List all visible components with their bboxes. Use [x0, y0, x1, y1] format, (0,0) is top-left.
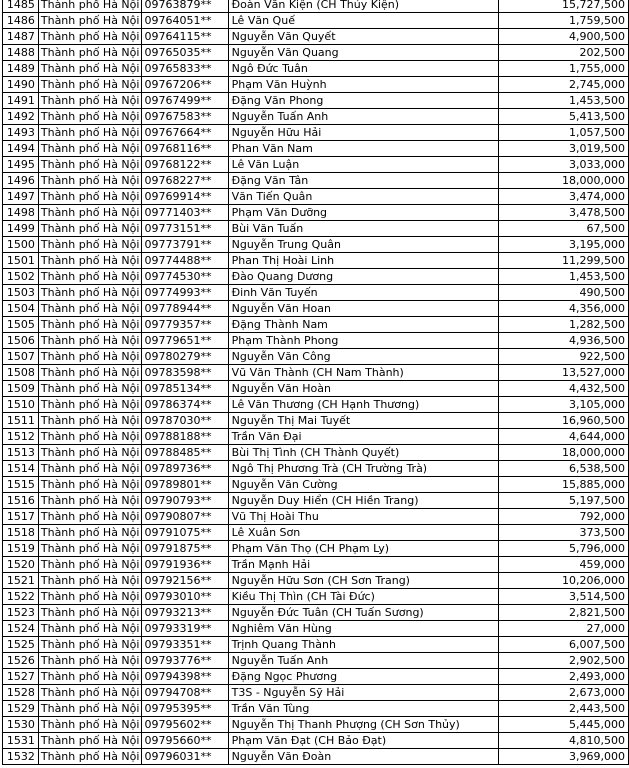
amount-cell[interactable]: 3,969,000 — [498, 749, 628, 765]
row-number-cell[interactable]: 1502 — [3, 269, 39, 285]
amount-cell[interactable]: 2,443,500 — [498, 701, 628, 717]
table-row — [3, 301, 629, 317]
amount-cell[interactable]: 67,500 — [498, 221, 628, 237]
phone-cell[interactable]: 09795602** — [142, 717, 228, 733]
table-row — [3, 429, 629, 445]
row-number-cell[interactable]: 1525 — [3, 637, 39, 653]
row-number-cell[interactable]: 1499 — [3, 221, 39, 237]
phone-cell[interactable]: 09795395** — [142, 701, 228, 717]
amount-cell[interactable]: 5,796,000 — [498, 541, 628, 557]
amount-cell[interactable]: 3,105,000 — [498, 397, 628, 413]
phone-cell[interactable]: 09796031** — [142, 749, 228, 765]
table-row — [3, 445, 629, 461]
customer-name-cell[interactable]: Lê Văn Thương (CH Hạnh Thương) — [228, 397, 498, 413]
table-row — [3, 541, 629, 557]
table-row — [3, 573, 629, 589]
city-cell[interactable]: Thành phố Hà Nội — [38, 77, 142, 93]
row-number-cell[interactable]: 1527 — [3, 669, 39, 685]
table-row — [3, 477, 629, 493]
amount-cell[interactable]: 5,197,500 — [498, 493, 628, 509]
customer-name-cell[interactable]: Trịnh Quang Thành — [228, 637, 498, 653]
phone-cell[interactable]: 09793776** — [142, 653, 228, 669]
customer-name-cell[interactable]: Trần Mạnh Hải — [228, 557, 498, 573]
table-row — [3, 653, 629, 669]
data-table — [2, 0, 629, 765]
table-row — [3, 13, 629, 29]
phone-cell[interactable]: 09789801** — [142, 477, 228, 493]
city-cell[interactable]: Thành phố Hà Nội — [38, 573, 142, 589]
phone-cell[interactable]: 09778944** — [142, 301, 228, 317]
amount-cell[interactable]: 27,000 — [498, 621, 628, 637]
phone-cell[interactable]: 09783598** — [142, 365, 228, 381]
table-row — [3, 381, 629, 397]
table-row — [3, 717, 629, 733]
row-number-cell[interactable]: 1500 — [3, 237, 39, 253]
table-row — [3, 317, 629, 333]
customer-name-cell[interactable]: Nguyễn Đức Tuân (CH Tuấn Sương) — [228, 605, 498, 621]
row-number-cell[interactable]: 1508 — [3, 365, 39, 381]
phone-cell[interactable]: 09789736** — [142, 461, 228, 477]
phone-cell[interactable]: 09787030** — [142, 413, 228, 429]
customer-name-cell[interactable]: Nguyễn Văn Cường — [228, 477, 498, 493]
amount-cell[interactable]: 2,673,000 — [498, 685, 628, 701]
amount-cell[interactable]: 4,900,500 — [498, 29, 628, 45]
row-number-cell[interactable]: 1509 — [3, 381, 39, 397]
customer-name-cell[interactable]: Lê Xuân Sơn — [228, 525, 498, 541]
table-row — [3, 253, 629, 269]
amount-cell[interactable]: 1,453,500 — [498, 269, 628, 285]
customer-name-cell[interactable]: Vũ Thị Hoài Thu — [228, 509, 498, 525]
amount-cell[interactable]: 15,885,000 — [498, 477, 628, 493]
amount-cell[interactable]: 3,033,000 — [498, 157, 628, 173]
city-cell[interactable]: Thành phố Hà Nội — [38, 189, 142, 205]
city-cell[interactable]: Thành phố Hà Nội — [38, 365, 142, 381]
row-number-cell[interactable]: 1489 — [3, 61, 39, 77]
city-cell[interactable]: Thành phố Hà Nội — [38, 717, 142, 733]
city-cell[interactable]: Thành phố Hà Nội — [38, 477, 142, 493]
phone-cell[interactable]: 09788188** — [142, 429, 228, 445]
phone-cell[interactable]: 09791875** — [142, 541, 228, 557]
city-cell[interactable]: Thành phố Hà Nội — [38, 301, 142, 317]
row-number-cell[interactable]: 1487 — [3, 29, 39, 45]
row-number-cell[interactable]: 1504 — [3, 301, 39, 317]
amount-cell[interactable]: 5,413,500 — [498, 109, 628, 125]
table-row — [3, 461, 629, 477]
customer-name-cell[interactable]: Lê Văn Luận — [228, 157, 498, 173]
city-cell[interactable]: Thành phố Hà Nội — [38, 605, 142, 621]
customer-name-cell[interactable]: Nguyễn Hữu Hải — [228, 125, 498, 141]
customer-name-cell[interactable]: Ngô Thị Phương Trà (CH Trường Trà) — [228, 461, 498, 477]
city-cell[interactable]: Thành phố Hà Nội — [38, 461, 142, 477]
table-row — [3, 349, 629, 365]
phone-cell[interactable]: 09763879** — [142, 0, 228, 13]
table-row — [3, 125, 629, 141]
city-cell[interactable]: Thành phố Hà Nội — [38, 621, 142, 637]
city-cell[interactable]: Thành phố Hà Nội — [38, 61, 142, 77]
row-number-cell[interactable]: 1528 — [3, 685, 39, 701]
row-number-cell[interactable]: 1530 — [3, 717, 39, 733]
phone-cell[interactable]: 09793319** — [142, 621, 228, 637]
phone-cell[interactable]: 09790807** — [142, 509, 228, 525]
row-number-cell[interactable]: 1501 — [3, 253, 39, 269]
table-row — [3, 733, 629, 749]
phone-cell[interactable]: 09765833** — [142, 61, 228, 77]
customer-name-cell[interactable]: Đoàn Văn Kiện (CH Thủy Kiện) — [228, 0, 498, 13]
row-number-cell[interactable]: 1511 — [3, 413, 39, 429]
amount-cell[interactable]: 4,810,500 — [498, 733, 628, 749]
city-cell[interactable]: Thành phố Hà Nội — [38, 269, 142, 285]
customer-name-cell[interactable]: Phạm Văn Huỳnh — [228, 77, 498, 93]
city-cell[interactable]: Thành phố Hà Nội — [38, 429, 142, 445]
phone-cell[interactable]: 09764051** — [142, 13, 228, 29]
amount-cell[interactable]: 11,299,500 — [498, 253, 628, 269]
phone-cell[interactable]: 09793010** — [142, 589, 228, 605]
phone-cell[interactable]: 09767499** — [142, 93, 228, 109]
city-cell[interactable]: Thành phố Hà Nội — [38, 141, 142, 157]
table-row — [3, 93, 629, 109]
row-number-cell[interactable]: 1523 — [3, 605, 39, 621]
amount-cell[interactable]: 18,000,000 — [498, 173, 628, 189]
phone-cell[interactable]: 09794708** — [142, 685, 228, 701]
amount-cell[interactable]: 1,057,500 — [498, 125, 628, 141]
table-row — [3, 509, 629, 525]
table-row — [3, 0, 629, 13]
amount-cell[interactable]: 10,206,000 — [498, 573, 628, 589]
city-cell[interactable]: Thành phố Hà Nội — [38, 285, 142, 301]
amount-cell[interactable]: 459,000 — [498, 557, 628, 573]
amount-cell[interactable]: 4,644,000 — [498, 429, 628, 445]
table-row — [3, 141, 629, 157]
table-row — [3, 61, 629, 77]
city-cell[interactable]: Thành phố Hà Nội — [38, 317, 142, 333]
amount-cell[interactable]: 2,745,000 — [498, 77, 628, 93]
phone-cell[interactable]: 09768122** — [142, 157, 228, 173]
city-cell[interactable]: Thành phố Hà Nội — [38, 685, 142, 701]
amount-cell[interactable]: 1,453,500 — [498, 93, 628, 109]
phone-cell[interactable]: 09771403** — [142, 205, 228, 221]
customer-name-cell[interactable]: Ngô Đức Tuân — [228, 61, 498, 77]
phone-cell[interactable]: 09794398** — [142, 669, 228, 685]
customer-name-cell[interactable]: Phạm Thành Phong — [228, 333, 498, 349]
row-number-cell[interactable]: 1505 — [3, 317, 39, 333]
phone-cell[interactable]: 09788485** — [142, 445, 228, 461]
amount-cell[interactable]: 6,538,500 — [498, 461, 628, 477]
city-cell[interactable]: Thành phố Hà Nội — [38, 541, 142, 557]
table-row — [3, 749, 629, 765]
customer-name-cell[interactable]: Phan Thị Hoài Linh — [228, 253, 498, 269]
customer-name-cell[interactable]: Nguyễn Duy Hiển (CH Hiền Trang) — [228, 493, 498, 509]
amount-cell[interactable]: 373,500 — [498, 525, 628, 541]
city-cell[interactable]: Thành phố Hà Nội — [38, 0, 142, 13]
customer-name-cell[interactable]: Nguyễn Thị Thanh Phượng (CH Sơn Thủy) — [228, 717, 498, 733]
phone-cell[interactable]: 09773151** — [142, 221, 228, 237]
customer-name-cell[interactable]: T3S - Nguyễn Sỹ Hải — [228, 685, 498, 701]
city-cell[interactable]: Thành phố Hà Nội — [38, 173, 142, 189]
customer-name-cell[interactable]: Đào Quang Dương — [228, 269, 498, 285]
city-cell[interactable]: Thành phố Hà Nội — [38, 13, 142, 29]
row-number-cell[interactable]: 1507 — [3, 349, 39, 365]
city-cell[interactable]: Thành phố Hà Nội — [38, 493, 142, 509]
table-body — [3, 0, 629, 765]
customer-name-cell[interactable]: Đinh Văn Tuyến — [228, 285, 498, 301]
row-number-cell[interactable]: 1512 — [3, 429, 39, 445]
customer-name-cell[interactable]: Vũ Văn Thành (CH Nam Thành) — [228, 365, 498, 381]
phone-cell[interactable]: 09780279** — [142, 349, 228, 365]
customer-name-cell[interactable]: Nguyễn Văn Quyết — [228, 29, 498, 45]
row-number-cell[interactable]: 1496 — [3, 173, 39, 189]
customer-name-cell[interactable]: Trần Văn Tùng — [228, 701, 498, 717]
customer-name-cell[interactable]: Bùi Thị Tình (CH Thành Quyết) — [228, 445, 498, 461]
table-row — [3, 637, 629, 653]
city-cell[interactable]: Thành phố Hà Nội — [38, 109, 142, 125]
table-row — [3, 285, 629, 301]
row-number-cell[interactable]: 1529 — [3, 701, 39, 717]
table-row — [3, 397, 629, 413]
amount-cell[interactable]: 2,902,500 — [498, 653, 628, 669]
table-row — [3, 205, 629, 221]
phone-cell[interactable]: 09785134** — [142, 381, 228, 397]
customer-name-cell[interactable]: Văn Tiến Quân — [228, 189, 498, 205]
city-cell[interactable]: Thành phố Hà Nội — [38, 733, 142, 749]
row-number-cell[interactable]: 1486 — [3, 13, 39, 29]
table-row — [3, 29, 629, 45]
phone-cell[interactable]: 09792156** — [142, 573, 228, 589]
customer-name-cell[interactable]: Nguyễn Văn Đoàn — [228, 749, 498, 765]
phone-cell[interactable]: 09791936** — [142, 557, 228, 573]
phone-cell[interactable]: 09779651** — [142, 333, 228, 349]
amount-cell[interactable]: 13,527,000 — [498, 365, 628, 381]
table-row — [3, 669, 629, 685]
city-cell[interactable]: Thành phố Hà Nội — [38, 669, 142, 685]
amount-cell[interactable]: 16,960,500 — [498, 413, 628, 429]
phone-cell[interactable]: 09791075** — [142, 525, 228, 541]
row-number-cell[interactable]: 1531 — [3, 733, 39, 749]
city-cell[interactable]: Thành phố Hà Nội — [38, 509, 142, 525]
amount-cell[interactable]: 5,445,000 — [498, 717, 628, 733]
city-cell[interactable]: Thành phố Hà Nội — [38, 413, 142, 429]
phone-cell[interactable]: 09790793** — [142, 493, 228, 509]
table-row — [3, 157, 629, 173]
customer-name-cell[interactable]: Nguyễn Văn Công — [228, 349, 498, 365]
city-cell[interactable]: Thành phố Hà Nội — [38, 157, 142, 173]
customer-name-cell[interactable]: Nghiêm Văn Hùng — [228, 621, 498, 637]
row-number-cell[interactable]: 1519 — [3, 541, 39, 557]
phone-cell[interactable]: 09779357** — [142, 317, 228, 333]
row-number-cell[interactable]: 1490 — [3, 77, 39, 93]
row-number-cell[interactable]: 1495 — [3, 157, 39, 173]
row-number-cell[interactable]: 1492 — [3, 109, 39, 125]
city-cell[interactable]: Thành phố Hà Nội — [38, 349, 142, 365]
phone-cell[interactable]: 09793351** — [142, 637, 228, 653]
phone-cell[interactable]: 09764115** — [142, 29, 228, 45]
row-number-cell[interactable]: 1494 — [3, 141, 39, 157]
customer-name-cell[interactable]: Nguyễn Tuấn Anh — [228, 653, 498, 669]
row-number-cell[interactable]: 1488 — [3, 45, 39, 61]
amount-cell[interactable]: 4,936,500 — [498, 333, 628, 349]
amount-cell[interactable]: 922,500 — [498, 349, 628, 365]
customer-name-cell[interactable]: Nguyễn Hữu Sơn (CH Sơn Trang) — [228, 573, 498, 589]
table-row — [3, 621, 629, 637]
customer-name-cell[interactable]: Đặng Văn Phong — [228, 93, 498, 109]
customer-name-cell[interactable]: Trần Văn Đại — [228, 429, 498, 445]
row-number-cell[interactable]: 1497 — [3, 189, 39, 205]
customer-name-cell[interactable]: Phan Văn Nam — [228, 141, 498, 157]
customer-name-cell[interactable]: Nguyễn Văn Quang — [228, 45, 498, 61]
row-number-cell[interactable]: 1493 — [3, 125, 39, 141]
amount-cell[interactable]: 792,000 — [498, 509, 628, 525]
table-row — [3, 589, 629, 605]
row-number-cell[interactable]: 1526 — [3, 653, 39, 669]
row-number-cell[interactable]: 1515 — [3, 477, 39, 493]
amount-cell[interactable]: 3,195,000 — [498, 237, 628, 253]
table-row — [3, 701, 629, 717]
amount-cell[interactable]: 202,500 — [498, 45, 628, 61]
city-cell[interactable]: Thành phố Hà Nội — [38, 333, 142, 349]
row-number-cell[interactable]: 1510 — [3, 397, 39, 413]
amount-cell[interactable]: 490,500 — [498, 285, 628, 301]
phone-cell[interactable]: 09774530** — [142, 269, 228, 285]
customer-name-cell[interactable]: Đặng Ngọc Phương — [228, 669, 498, 685]
phone-cell[interactable]: 09795660** — [142, 733, 228, 749]
phone-cell[interactable]: 09793213** — [142, 605, 228, 621]
table-row — [3, 493, 629, 509]
phone-cell[interactable]: 09767664** — [142, 125, 228, 141]
city-cell[interactable]: Thành phố Hà Nội — [38, 589, 142, 605]
table-row — [3, 525, 629, 541]
row-number-cell[interactable]: 1518 — [3, 525, 39, 541]
table-row — [3, 269, 629, 285]
city-cell[interactable]: Thành phố Hà Nội — [38, 237, 142, 253]
phone-cell[interactable]: 09768227** — [142, 173, 228, 189]
row-number-cell[interactable]: 1532 — [3, 749, 39, 765]
city-cell[interactable]: Thành phố Hà Nội — [38, 29, 142, 45]
customer-name-cell[interactable]: Đặng Văn Tân — [228, 173, 498, 189]
table-row — [3, 685, 629, 701]
phone-cell[interactable]: 09773791** — [142, 237, 228, 253]
city-cell[interactable]: Thành phố Hà Nội — [38, 125, 142, 141]
amount-cell[interactable]: 18,000,000 — [498, 445, 628, 461]
city-cell[interactable]: Thành phố Hà Nội — [38, 525, 142, 541]
table-row — [3, 221, 629, 237]
city-cell[interactable]: Thành phố Hà Nội — [38, 381, 142, 397]
phone-cell[interactable]: 09786374** — [142, 397, 228, 413]
city-cell[interactable]: Thành phố Hà Nội — [38, 749, 142, 765]
row-number-cell[interactable]: 1513 — [3, 445, 39, 461]
row-number-cell[interactable]: 1524 — [3, 621, 39, 637]
row-number-cell[interactable]: 1485 — [3, 0, 39, 13]
row-number-cell[interactable]: 1506 — [3, 333, 39, 349]
amount-cell[interactable]: 1,755,000 — [498, 61, 628, 77]
phone-cell[interactable]: 09774993** — [142, 285, 228, 301]
table-row — [3, 365, 629, 381]
row-number-cell[interactable]: 1517 — [3, 509, 39, 525]
city-cell[interactable]: Thành phố Hà Nội — [38, 653, 142, 669]
city-cell[interactable]: Thành phố Hà Nội — [38, 701, 142, 717]
row-number-cell[interactable]: 1498 — [3, 205, 39, 221]
phone-cell[interactable]: 09769914** — [142, 189, 228, 205]
amount-cell[interactable]: 3,514,500 — [498, 589, 628, 605]
amount-cell[interactable]: 1,282,500 — [498, 317, 628, 333]
table-row — [3, 109, 629, 125]
row-number-cell[interactable]: 1514 — [3, 461, 39, 477]
row-number-cell[interactable]: 1516 — [3, 493, 39, 509]
amount-cell[interactable]: 3,019,500 — [498, 141, 628, 157]
phone-cell[interactable]: 09767583** — [142, 109, 228, 125]
phone-cell[interactable]: 09765035** — [142, 45, 228, 61]
customer-name-cell[interactable]: Nguyễn Văn Hoan — [228, 301, 498, 317]
amount-cell[interactable]: 2,821,500 — [498, 605, 628, 621]
amount-cell[interactable]: 4,432,500 — [498, 381, 628, 397]
customer-name-cell[interactable]: Nguyễn Tuấn Anh — [228, 109, 498, 125]
city-cell[interactable]: Thành phố Hà Nội — [38, 221, 142, 237]
phone-cell[interactable]: 09768116** — [142, 141, 228, 157]
customer-name-cell[interactable]: Phạm Văn Dưỡng — [228, 205, 498, 221]
city-cell[interactable]: Thành phố Hà Nội — [38, 637, 142, 653]
row-number-cell[interactable]: 1520 — [3, 557, 39, 573]
table-row — [3, 173, 629, 189]
row-number-cell[interactable]: 1491 — [3, 93, 39, 109]
table-row — [3, 237, 629, 253]
customer-name-cell[interactable]: Phạm Văn Đạt (CH Bảo Đạt) — [228, 733, 498, 749]
row-number-cell[interactable]: 1521 — [3, 573, 39, 589]
table-row — [3, 605, 629, 621]
customer-name-cell[interactable]: Nguyễn Thị Mai Tuyết — [228, 413, 498, 429]
city-cell[interactable]: Thành phố Hà Nội — [38, 397, 142, 413]
city-cell[interactable]: Thành phố Hà Nội — [38, 205, 142, 221]
row-number-cell[interactable]: 1522 — [3, 589, 39, 605]
amount-cell[interactable]: 2,493,000 — [498, 669, 628, 685]
table-row — [3, 45, 629, 61]
phone-cell[interactable]: 09774488** — [142, 253, 228, 269]
city-cell[interactable]: Thành phố Hà Nội — [38, 557, 142, 573]
customer-name-cell[interactable]: Nguyễn Văn Hoàn — [228, 381, 498, 397]
customer-name-cell[interactable]: Kiều Thị Thìn (CH Tài Đức) — [228, 589, 498, 605]
customer-name-cell[interactable]: Nguyễn Trung Quân — [228, 237, 498, 253]
customer-name-cell[interactable]: Phạm Văn Thọ (CH Phạm Ly) — [228, 541, 498, 557]
city-cell[interactable]: Thành phố Hà Nội — [38, 93, 142, 109]
row-number-cell[interactable]: 1503 — [3, 285, 39, 301]
amount-cell[interactable]: 3,478,500 — [498, 205, 628, 221]
amount-cell[interactable]: 6,007,500 — [498, 637, 628, 653]
phone-cell[interactable]: 09767206** — [142, 77, 228, 93]
table-row — [3, 189, 629, 205]
city-cell[interactable]: Thành phố Hà Nội — [38, 445, 142, 461]
amount-cell[interactable]: 3,474,000 — [498, 189, 628, 205]
table-row — [3, 557, 629, 573]
table-row — [3, 333, 629, 349]
customer-name-cell[interactable]: Bùi Văn Tuấn — [228, 221, 498, 237]
customer-name-cell[interactable]: Lê Văn Quế — [228, 13, 498, 29]
amount-cell[interactable]: 4,356,000 — [498, 301, 628, 317]
city-cell[interactable]: Thành phố Hà Nội — [38, 45, 142, 61]
customer-name-cell[interactable]: Đặng Thành Nam — [228, 317, 498, 333]
city-cell[interactable]: Thành phố Hà Nội — [38, 253, 142, 269]
table-row — [3, 413, 629, 429]
table-row — [3, 77, 629, 93]
amount-cell[interactable]: 1,759,500 — [498, 13, 628, 29]
amount-cell[interactable]: 15,727,500 — [498, 0, 628, 13]
